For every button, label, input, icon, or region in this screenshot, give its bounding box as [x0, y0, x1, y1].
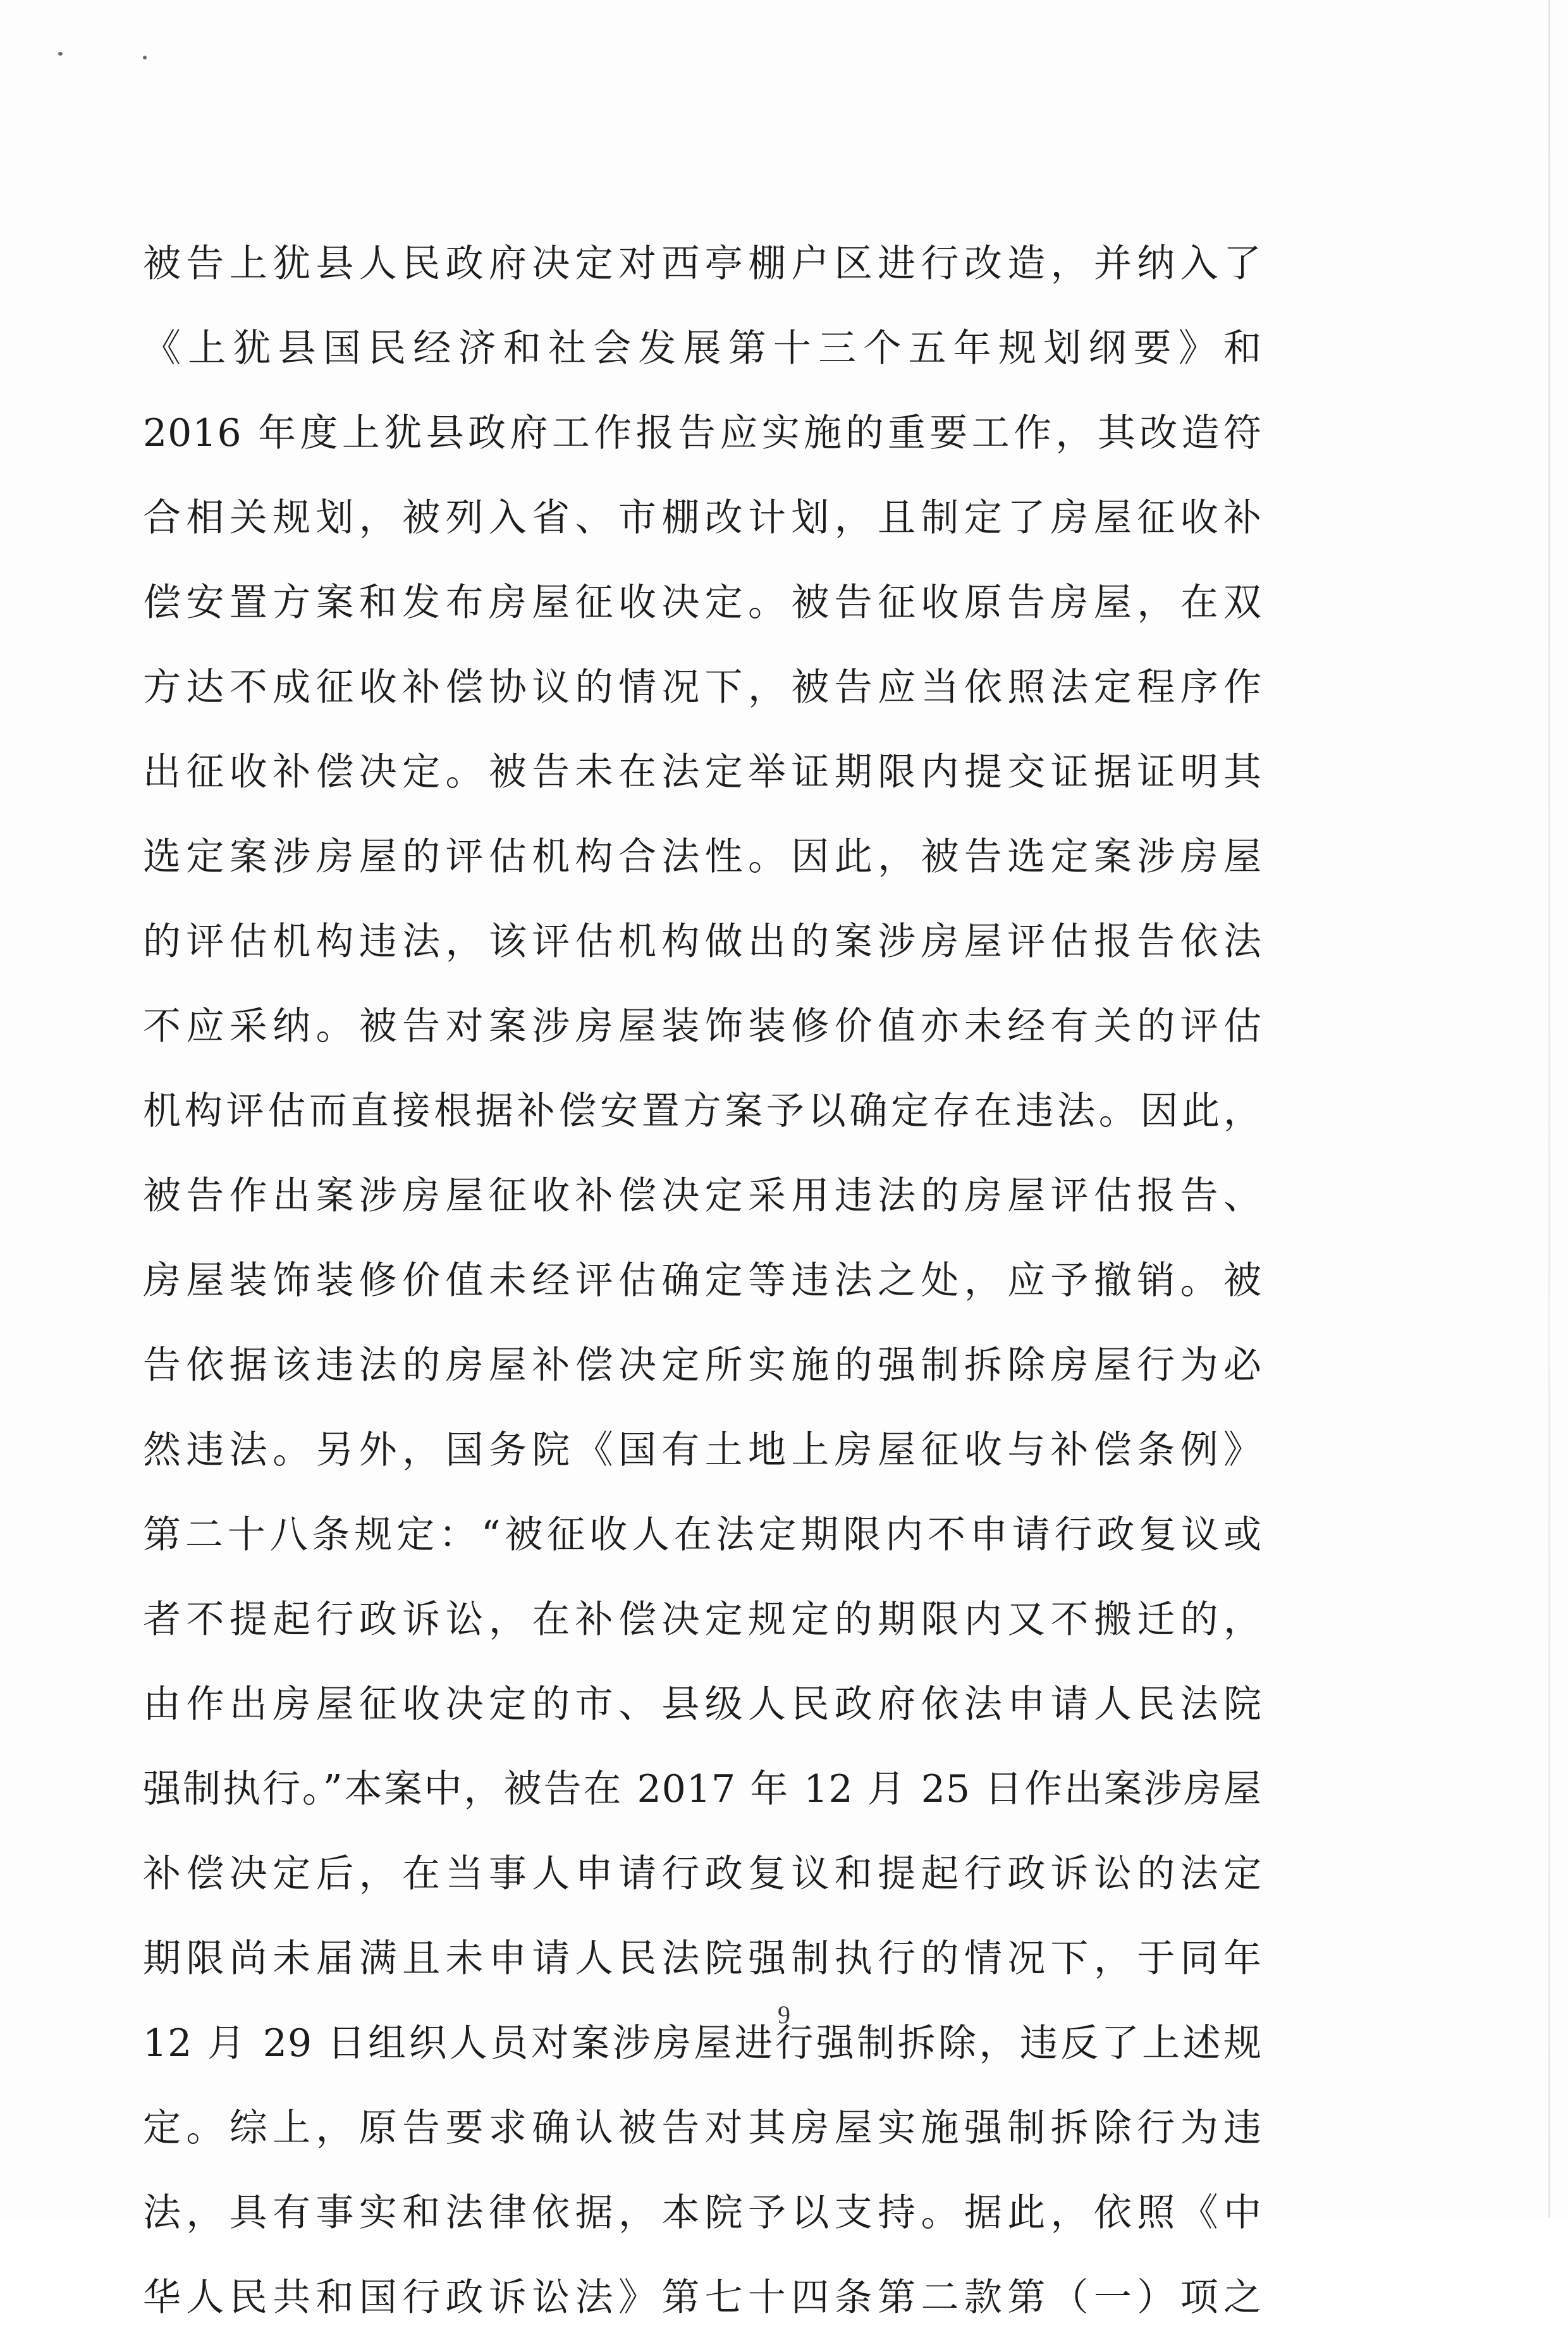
text-line: 定。综上，原告要求确认被告对其房屋实施强制拆除行为违 — [143, 2106, 1262, 2150]
text-line: 被告上犹县人民政府决定对西亭棚户区进行改造，并纳入了 — [143, 242, 1262, 286]
text-line: 偿安置方案和发布房屋征收决定。被告征收原告房屋，在双 — [143, 581, 1262, 625]
text-line: 机构评估而直接根据补偿安置方案予以确定存在违法。因此， — [143, 1089, 1262, 1133]
text-line: 法，具有事实和法律依据，本院予以支持。据此，依照《中 — [143, 2191, 1262, 2235]
text-line: 合相关规划，被列入省、市棚改计划，且制定了房屋征收补 — [143, 496, 1262, 540]
scan-speck — [143, 56, 147, 59]
text-line: 第二十八条规定：“被征收人在法定期限内不申请行政复议或 — [143, 1513, 1262, 1557]
text-line: 的评估机构违法，该评估机构做出的案涉房屋评估报告依法 — [143, 920, 1262, 964]
text-line: 方达不成征收补偿协议的情况下，被告应当依照法定程序作 — [143, 665, 1262, 710]
text-line: 期限尚未届满且未申请人民法院强制执行的情况下，于同年 — [143, 1937, 1262, 1981]
text-line: 房屋装饰装修价值未经评估确定等违法之处，应予撤销。被 — [143, 1259, 1262, 1303]
text-line: 被告作出案涉房屋征收补偿决定采用违法的房屋评估报告、 — [143, 1174, 1262, 1218]
text-line: 强制执行。”本案中，被告在 2017 年 12 月 25 日作出案涉房屋 — [143, 1767, 1262, 1811]
text-line: 然违法。另外，国务院《国有土地上房屋征收与补偿条例》 — [143, 1428, 1262, 1472]
text-line: 告依据该违法的房屋补偿决定所实施的强制拆除房屋行为必 — [143, 1343, 1262, 1388]
text-line: 华人民共和国行政诉讼法》第七十四条第二款第（一）项之 — [143, 2275, 1262, 2320]
text-line: 出征收补偿决定。被告未在法定举证期限内提交证据证明其 — [143, 750, 1262, 794]
text-line: 12 月 29 日组织人员对案涉房屋进行强制拆除，违反了上述规 — [143, 2021, 1262, 2066]
scan-edge-line — [1548, 0, 1550, 2218]
text-line: 选定案涉房屋的评估机构合法性。因此，被告选定案涉房屋 — [143, 835, 1262, 879]
text-line: 由作出房屋征收决定的市、县级人民政府依法申请人民法院 — [143, 1682, 1262, 1727]
text-line: 不应采纳。被告对案涉房屋装饰装修价值亦未经有关的评估 — [143, 1004, 1262, 1049]
text-line: 《上犹县国民经济和社会发展第十三个五年规划纲要》和 — [143, 326, 1262, 371]
page-number: 9 — [778, 2000, 790, 2029]
text-line: 2016 年度上犹县政府工作报告应实施的重要工作，其改造符 — [143, 411, 1262, 455]
text-line: 者不提起行政诉讼，在补偿决定规定的期限内又不搬迁的， — [143, 1598, 1262, 1642]
text-line: 补偿决定后，在当事人申请行政复议和提起行政诉讼的法定 — [143, 1852, 1262, 1896]
scan-speck — [58, 52, 63, 56]
